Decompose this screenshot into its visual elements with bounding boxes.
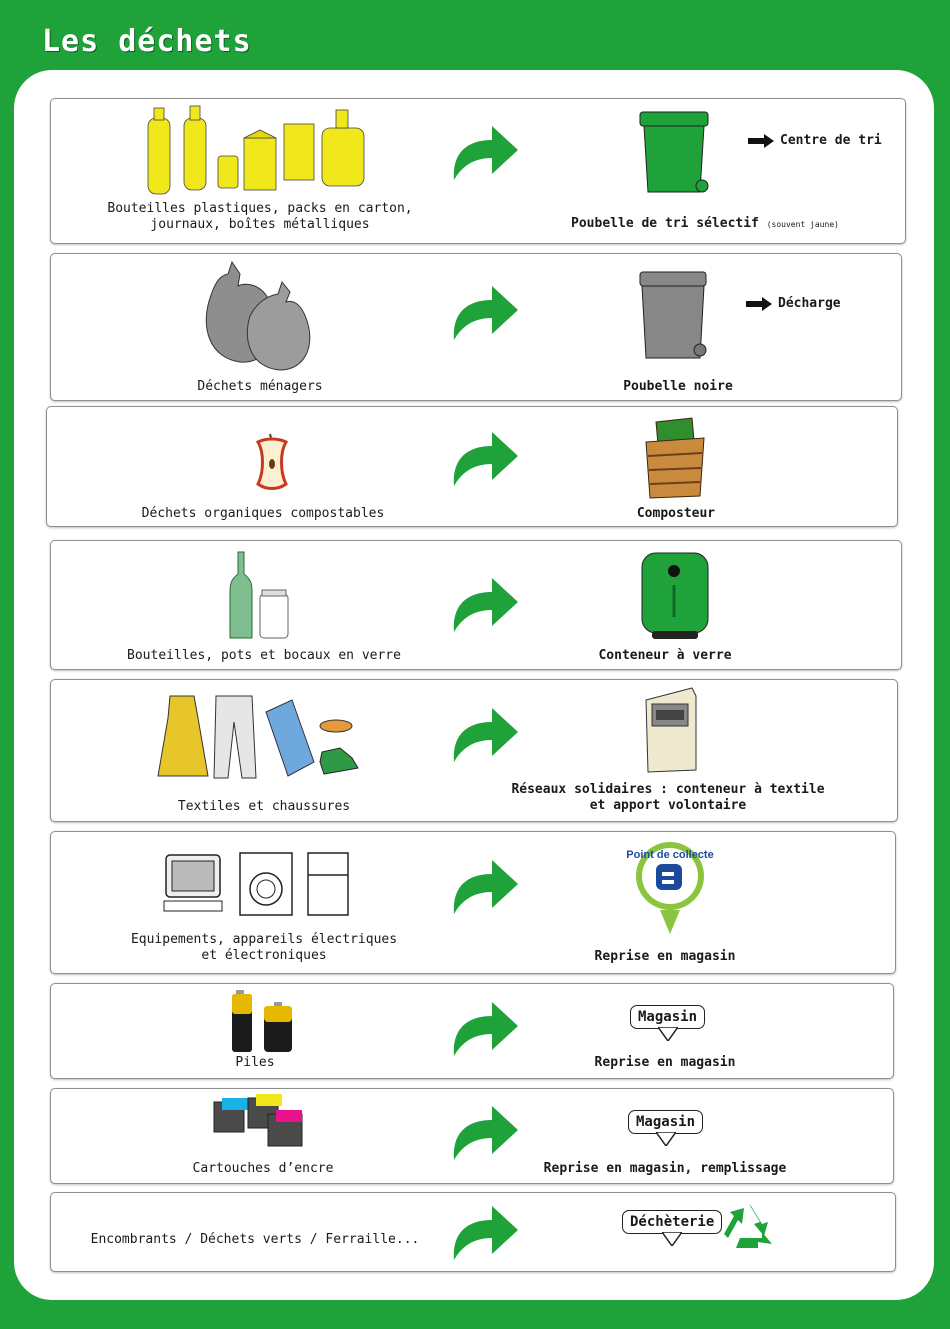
row-organic-dest: Composteur: [636, 506, 716, 521]
yellow-bin-icon: [636, 106, 714, 198]
row-household-source: Déchets ménagers: [197, 379, 323, 394]
arrow-icon: [450, 576, 520, 636]
arrow-icon: [450, 1104, 520, 1164]
destination-note: Centre de tri: [780, 133, 882, 148]
arrow-icon: [450, 1000, 520, 1060]
glass-bottle-icon: [228, 550, 292, 640]
appliances-icon: [162, 849, 352, 919]
glass-container-icon: [640, 551, 710, 641]
apple-core-icon: [250, 432, 294, 494]
row-recyclables-source: Bouteilles plastiques, packs en carton, journaux, boîtes métalliques: [107, 201, 413, 232]
row-cartridges-dest: Reprise en magasin, remplissage: [543, 1161, 787, 1176]
row-batteries-source: Piles: [235, 1055, 275, 1070]
recycling-icon: [724, 1202, 774, 1250]
shop-bubble-icon: [628, 1110, 703, 1146]
arrow-icon: [450, 430, 520, 490]
arrow-icon: [450, 1204, 520, 1264]
plastic-bottles-icon: [140, 104, 380, 196]
row-electronics-dest: Reprise en magasin: [594, 949, 736, 964]
shop-bubble-label: Magasin: [628, 1110, 703, 1134]
dechetterie-bubble-label: Déchèterie: [622, 1210, 722, 1234]
dechetterie-bubble-icon: [622, 1210, 722, 1246]
destination-note: Décharge: [778, 296, 841, 311]
black-bin-icon: [636, 268, 712, 362]
row-electronics-source: Equipements, appareils électriques et électroniques: [130, 932, 398, 963]
shop-bubble-icon: [630, 1005, 705, 1041]
row-textiles-source: Textiles et chaussures: [177, 799, 351, 814]
row-glass-dest: Conteneur à verre: [598, 648, 732, 663]
arrow-right-icon: [748, 134, 774, 148]
batteries-icon: [230, 988, 294, 1054]
arrow-right-icon: [746, 297, 772, 311]
page-title: Les déchets: [42, 24, 252, 59]
row-organic-source: Déchets organiques compostables: [141, 506, 385, 521]
arrow-icon: [450, 124, 520, 184]
row-household-dest: Poubelle noire: [623, 379, 733, 394]
trash-bags-icon: [200, 258, 316, 372]
row-cartridges-source: Cartouches d’encre: [192, 1161, 334, 1176]
shop-bubble-label: Magasin: [630, 1005, 705, 1029]
row-bulky-source: Encombrants / Déchets verts / Ferraille...: [90, 1232, 420, 1247]
arrow-icon: [450, 706, 520, 766]
collection-point-icon: [626, 840, 714, 936]
row-recyclables-dest: Poubelle de tri sélectif (souvent jaune): [571, 216, 839, 231]
arrow-icon: [450, 284, 520, 344]
row-glass-source: Bouteilles, pots et bocaux en verre: [127, 648, 401, 663]
compost-bin-icon: [642, 416, 708, 502]
clothes-icon: [156, 692, 362, 782]
row-batteries-dest: Reprise en magasin: [594, 1055, 736, 1070]
ink-cartridges-icon: [210, 1094, 306, 1150]
row-textiles-dest: Réseaux solidaires : conteneur à textile et apport volontaire: [511, 782, 825, 813]
collection-point-logo-text: Point de collecte: [626, 849, 714, 861]
arrow-icon: [450, 858, 520, 918]
textile-container-icon: [642, 686, 698, 774]
